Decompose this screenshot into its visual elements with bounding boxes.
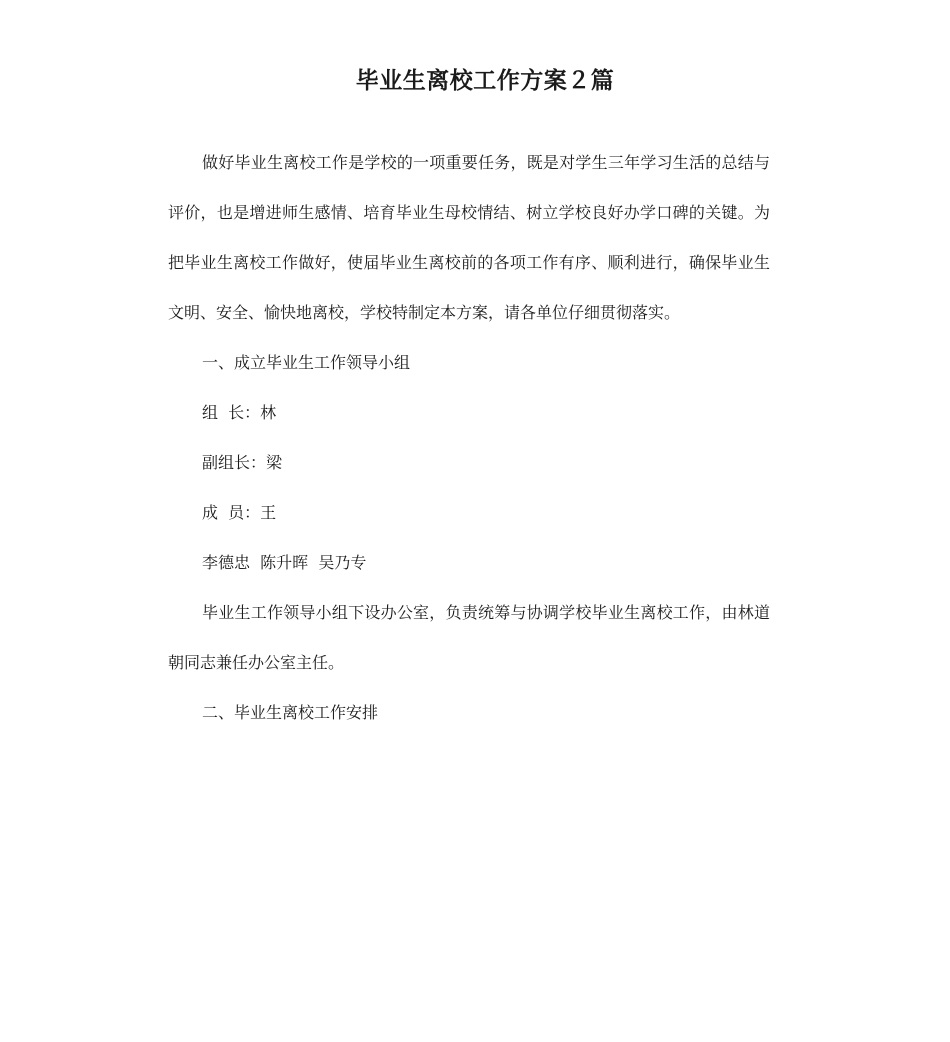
members-line: 成 员：王 <box>202 503 277 522</box>
document-title: 毕业生离校工作方案２篇 <box>355 68 615 94</box>
intro-paragraph: 做好毕业生离校工作是学校的一项重要任务，既是对学生三年学习生活的总结与评价，也是增进师生感情、培育毕业生母校情结、树立学校良好办学口碑的关键。为把毕业生离校工作做好，使届毕业生离校前的各项工作有序、顺利进行，确保毕业生文明、安全、愉快地离校，学校特制定本方案，请各单位仔细贯彻落实。 <box>168 153 770 322</box>
team-leader-line: 组 长：林 <box>202 403 277 422</box>
deputy-leader-line: 副组长：梁 <box>202 453 283 472</box>
section-heading-2: 二、毕业生离校工作安排 <box>202 703 379 722</box>
office-paragraph: 毕业生工作领导小组下设办公室，负责统筹与协调学校毕业生离校工作，由林道朝同志兼任办公室主任。 <box>168 603 770 672</box>
members-names-line: 李德忠 陈升晖 吴乃专 <box>202 553 367 572</box>
section-heading-1: 一、成立毕业生工作领导小组 <box>202 353 411 372</box>
document-body <box>168 138 770 738</box>
